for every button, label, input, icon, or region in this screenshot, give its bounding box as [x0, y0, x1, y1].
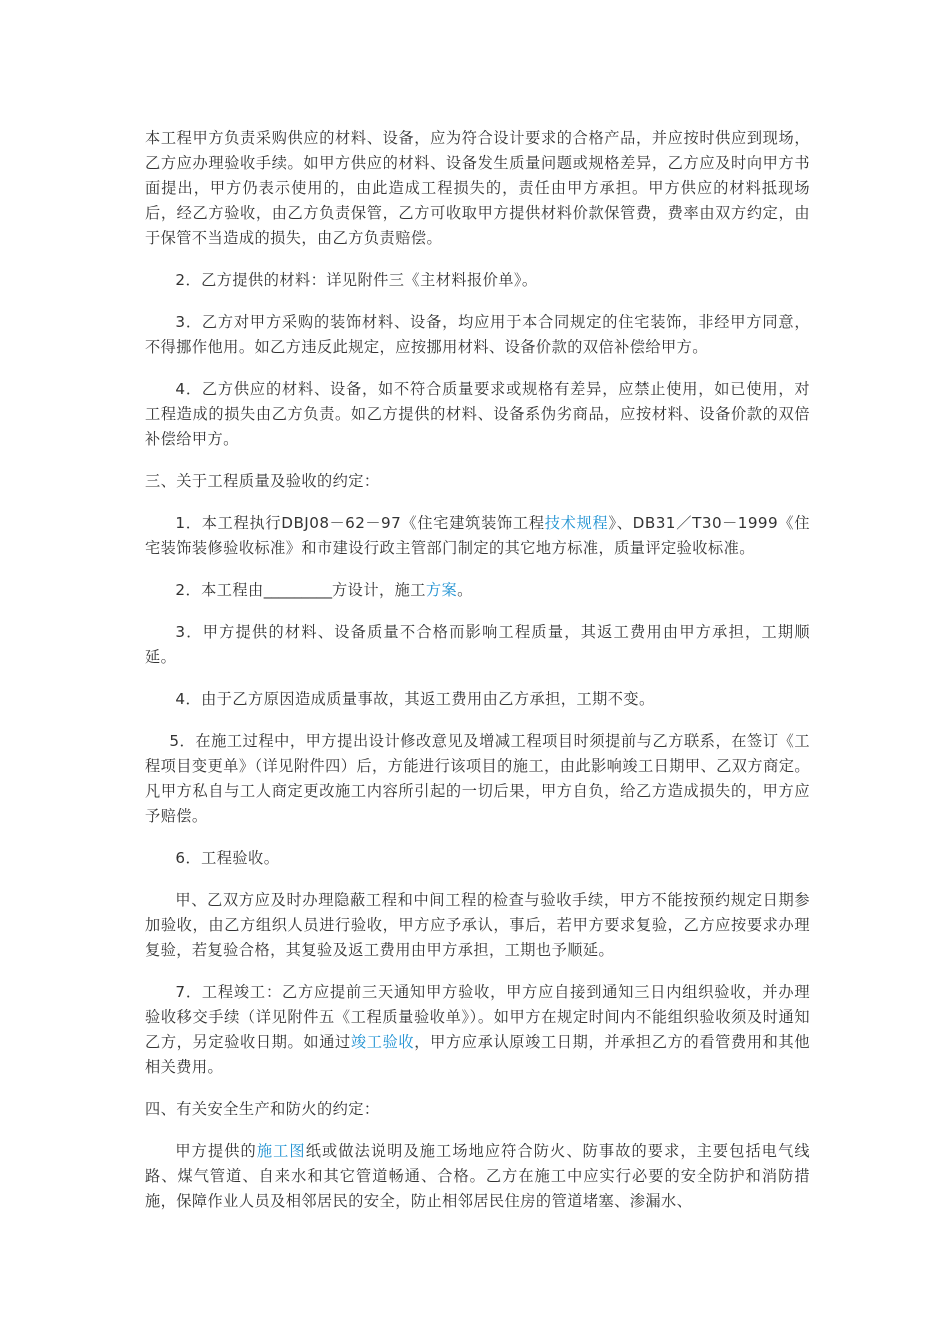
paragraph-text: 纸或做法说明及施工场地应符合防火、防事故的要求，主要包括电气线路、煤气管道、自来水和其它管道畅通、合格。乙方在施工中应实行必要的安全防护和消防措施，保障作业人员及相邻居民的安全，防止相邻居民住房的管道堵塞、渗漏水、 [145, 1142, 811, 1210]
paragraph [145, 578, 810, 603]
paragraph [145, 980, 810, 1080]
paragraph [145, 310, 810, 360]
paragraph [145, 846, 810, 871]
paragraph-text: 四、有关安全生产和防火的约定： [145, 1100, 380, 1118]
paragraph-text: 3．甲方提供的材料、设备质量不合格而影响工程质量，其返工费用由甲方承担，工期顺延。 [145, 623, 810, 666]
paragraph-text: 2．本工程由 [175, 581, 264, 599]
paragraph [145, 377, 810, 452]
inline-link[interactable]: 竣工验收 [350, 1033, 415, 1051]
paragraph [145, 1139, 810, 1214]
paragraph-text: 7．工程竣工：乙方应提前三天通知甲方验收，甲方应自接到通知三日内组织验收，并办理验收移交手续（详见附件五《工程质量验收单》）。如甲方在规定时间内不能组织验收须及时通知乙方，另定验收日期。如通过 [145, 983, 810, 1051]
paragraph-text: 2．乙方提供的材料：详见附件三《主材料报价单》。 [175, 271, 538, 289]
inline-link[interactable]: 技术规程 [544, 514, 609, 532]
paragraph-text: 1．本工程执行DBJ08－62－97《住宅建筑装饰工程 [175, 514, 545, 532]
paragraph [145, 888, 810, 963]
paragraph [145, 268, 810, 293]
paragraph [145, 729, 810, 829]
paragraph-text: ，甲方应承认原竣工日期，并承担乙方的看管费用和其他相关费用。 [145, 1033, 810, 1076]
paragraph-text: 4．由于乙方原因造成质量事故，其返工费用由乙方承担，工期不变。 [175, 690, 655, 708]
paragraph-text: 》、DB31／T30－1999《住宅装饰装修验收标准》和市建设行政主管部门制定的其它地方标准，质量评定验收标准。 [145, 514, 810, 557]
paragraph-text: 3．乙方对甲方采购的装饰材料、设备，均应用于本合同规定的住宅装饰，非经甲方同意，不得挪作他用。如乙方违反此规定，应按挪用材料、设备价款的双倍补偿给甲方。 [145, 313, 810, 356]
paragraph-text: 本工程甲方负责采购供应的材料、设备，应为符合设计要求的合格产品，并应按时供应到现场，乙方应办理验收手续。如甲方供应的材料、设备发生质量问题或规格差异，乙方应及时向甲方书面提出，甲方仍表示使用的，由此造成工程损失的，责任由甲方承担。甲方供应的材料抵现场后，经乙方验收，由乙方负责保管，乙方可收取甲方提供材料价款保管费，费率由双方约定，由于保管不当造成的损失，由乙方负责赔偿。 [145, 129, 810, 247]
inline-link[interactable]: 施工图 [256, 1142, 306, 1160]
paragraph [145, 511, 810, 561]
document-body [145, 126, 810, 1214]
paragraph-text: 5．在施工过程中，甲方提出设计修改意见及增减工程项目时须提前与乙方联系，在签订《工程项目变更单》（详见附件四）后，方能进行该项目的施工，由此影响竣工日期甲、乙双方商定。凡甲方私自与工人商定更改施工内容所引起的一切后果，甲方自负，给乙方造成损失的，甲方应予赔偿。 [145, 732, 810, 825]
paragraph-text: 甲、乙双方应及时办理隐蔽工程和中间工程的检查与验收手续，甲方不能按预约规定日期参加验收，由乙方组织人员进行验收，甲方应予承认，事后，若甲方要求复验，乙方应按要求办理复验，若复验合格，其复验及返工费用由甲方承担，工期也予顺延。 [145, 891, 810, 959]
paragraph [145, 126, 810, 251]
paragraph [145, 620, 810, 670]
paragraph [145, 1097, 810, 1122]
paragraph [145, 687, 810, 712]
paragraph-text: 4．乙方供应的材料、设备，如不符合质量要求或规格有差异，应禁止使用，如已使用，对工程造成的损失由乙方负责。如乙方提供的材料、设备系伪劣商品，应按材料、设备价款的双倍补偿给甲方。 [145, 380, 810, 448]
paragraph-text: 。 [457, 581, 473, 599]
paragraph-text: 6．工程验收。 [175, 849, 280, 867]
paragraph-text: 三、关于工程质量及验收的约定： [145, 472, 380, 490]
paragraph [145, 469, 810, 494]
fill-in-blank: _________ [263, 581, 333, 599]
paragraph-text: 甲方提供的 [175, 1142, 257, 1160]
paragraph-text: 方设计，施工 [332, 581, 426, 599]
inline-link[interactable]: 方案 [425, 581, 458, 599]
